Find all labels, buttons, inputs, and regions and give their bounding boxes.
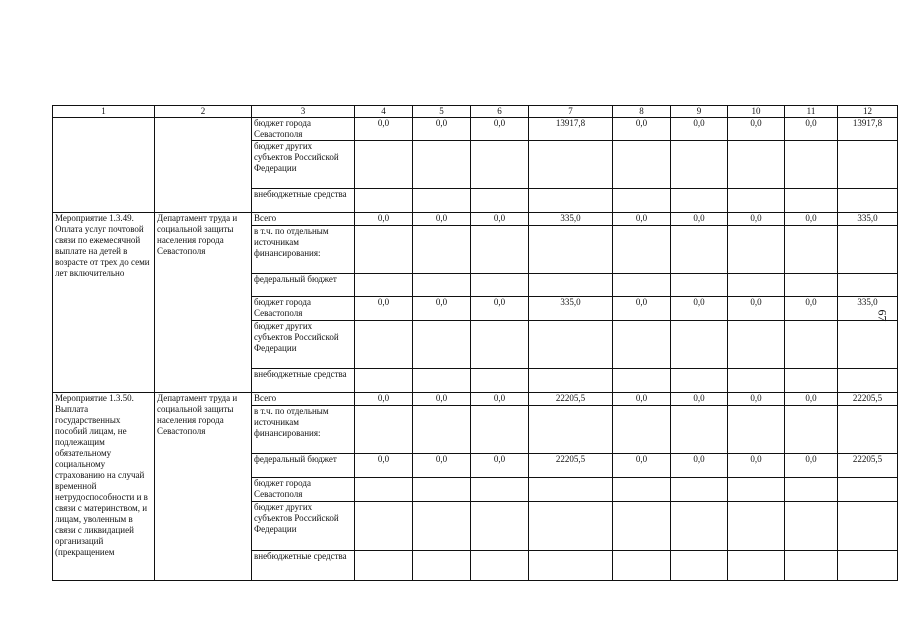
funding-source-cell: Всего: [252, 393, 355, 406]
funding-source-cell: в т.ч. по отдельным источникам финансирования:: [252, 406, 355, 454]
value-cell: [529, 551, 613, 581]
column-number: 3: [252, 106, 355, 118]
value-cell: [785, 406, 838, 454]
value-cell: [613, 189, 671, 213]
value-cell: [471, 189, 529, 213]
value-cell: [613, 226, 671, 274]
value-cell: [471, 226, 529, 274]
value-cell: 0,0: [613, 118, 671, 141]
value-cell: [671, 274, 728, 297]
value-cell: [529, 226, 613, 274]
funding-source-cell: бюджет других субъектов Российской Федерации: [252, 141, 355, 189]
value-cell: 0,0: [355, 213, 413, 226]
value-cell: 0,0: [785, 297, 838, 321]
value-cell: [838, 406, 898, 454]
value-cell: 0,0: [471, 213, 529, 226]
value-cell: [728, 226, 785, 274]
value-cell: 0,0: [671, 118, 728, 141]
value-cell: [728, 551, 785, 581]
value-cell: 0,0: [728, 297, 785, 321]
value-cell: 0,0: [613, 393, 671, 406]
value-cell: [838, 189, 898, 213]
value-cell: 335,0: [529, 297, 613, 321]
value-cell: [471, 502, 529, 551]
value-cell: [529, 369, 613, 393]
value-cell: [355, 321, 413, 369]
column-number: 5: [413, 106, 471, 118]
funding-source-cell: бюджет города Севастополя: [252, 297, 355, 321]
value-cell: 0,0: [471, 297, 529, 321]
value-cell: [671, 369, 728, 393]
column-number: 8: [613, 106, 671, 118]
value-cell: [671, 406, 728, 454]
value-cell: [355, 226, 413, 274]
executor-cell: Департамент труда и социальной защиты населения города Севастополя: [155, 213, 252, 393]
page-number: 67: [875, 309, 890, 322]
funding-source-cell: бюджет других субъектов Российской Федерации: [252, 321, 355, 369]
value-cell: [471, 274, 529, 297]
column-number: 2: [155, 106, 252, 118]
value-cell: [471, 478, 529, 502]
value-cell: 0,0: [671, 297, 728, 321]
value-cell: [471, 369, 529, 393]
value-cell: 0,0: [671, 393, 728, 406]
column-number: 11: [785, 106, 838, 118]
value-cell: [671, 141, 728, 189]
value-cell: [613, 321, 671, 369]
value-cell: [613, 406, 671, 454]
value-cell: [613, 141, 671, 189]
value-cell: [529, 406, 613, 454]
value-cell: 0,0: [471, 118, 529, 141]
value-cell: [355, 369, 413, 393]
value-cell: [785, 141, 838, 189]
value-cell: [355, 478, 413, 502]
funding-source-cell: внебюджетные средства: [252, 189, 355, 213]
value-cell: [413, 226, 471, 274]
value-cell: 0,0: [728, 213, 785, 226]
value-cell: [785, 369, 838, 393]
value-cell: [785, 274, 838, 297]
value-cell: 0,0: [413, 393, 471, 406]
value-cell: [728, 321, 785, 369]
value-cell: [785, 478, 838, 502]
value-cell: [613, 478, 671, 502]
value-cell: [355, 551, 413, 581]
value-cell: 0,0: [785, 118, 838, 141]
table-row: [53, 213, 898, 226]
value-cell: [413, 551, 471, 581]
funding-source-cell: в т.ч. по отдельным источникам финансирования:: [252, 226, 355, 274]
funding-source-cell: федеральный бюджет: [252, 454, 355, 478]
value-cell: [728, 502, 785, 551]
value-cell: [613, 551, 671, 581]
value-cell: [529, 321, 613, 369]
value-cell: [413, 189, 471, 213]
value-cell: [413, 274, 471, 297]
funding-source-cell: бюджет города Севастополя: [252, 118, 355, 141]
table-row: [53, 118, 898, 141]
column-number: 12: [838, 106, 898, 118]
value-cell: 0,0: [413, 454, 471, 478]
value-cell: 0,0: [728, 118, 785, 141]
value-cell: [355, 274, 413, 297]
executor-cell: Департамент труда и социальной защиты населения города Севастополя: [155, 393, 252, 581]
value-cell: [413, 406, 471, 454]
column-number: 1: [53, 106, 155, 118]
value-cell: 0,0: [785, 454, 838, 478]
value-cell: 335,0: [838, 297, 898, 321]
value-cell: [671, 478, 728, 502]
column-number: 7: [529, 106, 613, 118]
value-cell: 0,0: [413, 118, 471, 141]
value-cell: [838, 551, 898, 581]
value-cell: [413, 478, 471, 502]
value-cell: [471, 551, 529, 581]
value-cell: [838, 226, 898, 274]
value-cell: [413, 502, 471, 551]
value-cell: [728, 141, 785, 189]
value-cell: [471, 141, 529, 189]
event-cell: Мероприятие 1.3.50. Выплата государственных пособий лицам, не подлежащим обязательному социальному страхованию на случай временной нетрудоспособности и в связи с материнством, и лицам, уволенным в связи с ликвидацией организаций (прекращением: [53, 393, 155, 581]
value-cell: [838, 502, 898, 551]
value-cell: 0,0: [471, 393, 529, 406]
value-cell: [671, 321, 728, 369]
funding-source-cell: внебюджетные средства: [252, 551, 355, 581]
value-cell: [355, 189, 413, 213]
table-row: [53, 393, 898, 406]
value-cell: [613, 502, 671, 551]
value-cell: 0,0: [355, 118, 413, 141]
value-cell: 22205,5: [529, 393, 613, 406]
event-cell: [53, 118, 155, 213]
value-cell: 0,0: [671, 454, 728, 478]
value-cell: [728, 369, 785, 393]
value-cell: 0,0: [355, 393, 413, 406]
value-cell: [413, 141, 471, 189]
value-cell: [355, 502, 413, 551]
value-cell: [785, 189, 838, 213]
value-cell: [838, 141, 898, 189]
value-cell: [785, 551, 838, 581]
value-cell: [413, 321, 471, 369]
value-cell: [838, 321, 898, 369]
value-cell: 0,0: [613, 297, 671, 321]
value-cell: [838, 274, 898, 297]
value-cell: 0,0: [471, 454, 529, 478]
value-cell: 0,0: [671, 213, 728, 226]
value-cell: 0,0: [413, 297, 471, 321]
funding-source-cell: Всего: [252, 213, 355, 226]
value-cell: [671, 502, 728, 551]
funding-source-cell: внебюджетные средства: [252, 369, 355, 393]
value-cell: [671, 226, 728, 274]
value-cell: [529, 189, 613, 213]
value-cell: 335,0: [529, 213, 613, 226]
column-number: 9: [671, 106, 728, 118]
value-cell: 0,0: [785, 213, 838, 226]
value-cell: [613, 369, 671, 393]
column-number: 4: [355, 106, 413, 118]
value-cell: [785, 321, 838, 369]
value-cell: 0,0: [728, 393, 785, 406]
column-number: 10: [728, 106, 785, 118]
executor-cell: [155, 118, 252, 213]
value-cell: [785, 226, 838, 274]
value-cell: 22205,5: [838, 393, 898, 406]
value-cell: 13917,8: [529, 118, 613, 141]
value-cell: [413, 369, 471, 393]
value-cell: [613, 274, 671, 297]
value-cell: [785, 502, 838, 551]
value-cell: [728, 274, 785, 297]
value-cell: [529, 502, 613, 551]
value-cell: 0,0: [613, 454, 671, 478]
funding-source-cell: бюджет города Севастополя: [252, 478, 355, 502]
value-cell: [355, 141, 413, 189]
value-cell: 22205,5: [838, 454, 898, 478]
value-cell: [728, 406, 785, 454]
value-cell: [529, 274, 613, 297]
value-cell: 0,0: [355, 297, 413, 321]
value-cell: [728, 189, 785, 213]
value-cell: [838, 478, 898, 502]
value-cell: 0,0: [728, 454, 785, 478]
value-cell: [471, 406, 529, 454]
funding-source-cell: федеральный бюджет: [252, 274, 355, 297]
financing-table: [52, 105, 898, 581]
funding-source-cell: бюджет других субъектов Российской Федерации: [252, 502, 355, 551]
value-cell: [529, 141, 613, 189]
value-cell: 13917,8: [838, 118, 898, 141]
value-cell: 335,0: [838, 213, 898, 226]
value-cell: [838, 369, 898, 393]
value-cell: 0,0: [413, 213, 471, 226]
value-cell: 22205,5: [529, 454, 613, 478]
value-cell: [355, 406, 413, 454]
value-cell: [728, 478, 785, 502]
event-cell: Мероприятие 1.3.49. Оплата услуг почтовой связи по ежемесячной выплате на детей в возрасте от трех до семи лет включительно: [53, 213, 155, 393]
column-number: 6: [471, 106, 529, 118]
value-cell: [529, 478, 613, 502]
value-cell: [471, 321, 529, 369]
value-cell: [671, 551, 728, 581]
value-cell: 0,0: [355, 454, 413, 478]
column-number-row: [53, 106, 898, 118]
value-cell: [671, 189, 728, 213]
value-cell: 0,0: [785, 393, 838, 406]
value-cell: 0,0: [613, 213, 671, 226]
